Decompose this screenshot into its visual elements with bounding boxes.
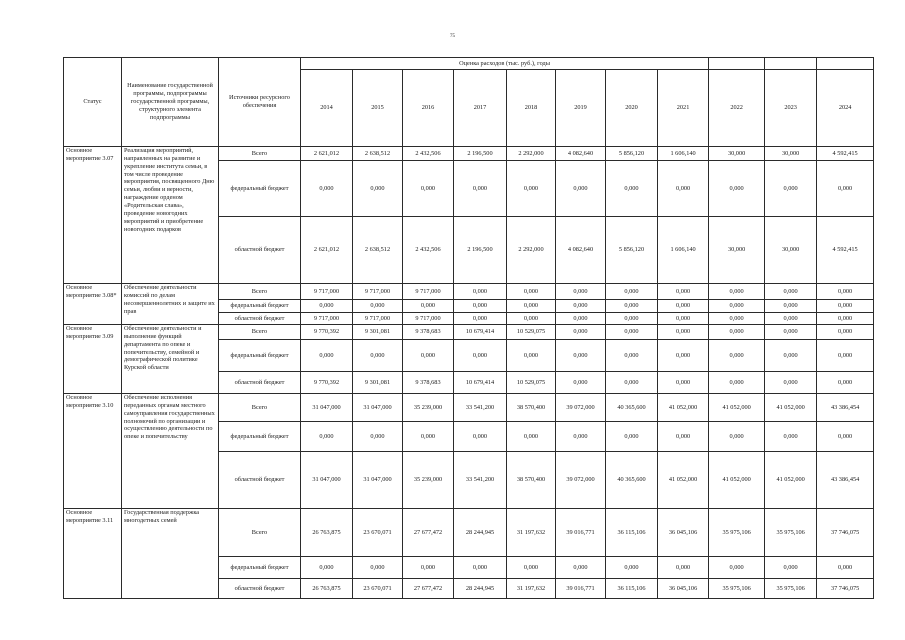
cell-value: 0,000 [817, 372, 874, 394]
header-year-2018: 2018 [507, 70, 556, 147]
header-blank [709, 58, 765, 70]
cell-value: 0,000 [353, 300, 403, 313]
cell-value: 23 670,071 [353, 509, 403, 557]
cell-value: 0,000 [556, 372, 606, 394]
cell-value: 0,000 [403, 340, 454, 372]
row-source: Всего [219, 147, 301, 161]
cell-value: 2 196,500 [454, 217, 507, 284]
cell-value: 4 592,415 [817, 147, 874, 161]
cell-value: 0,000 [556, 284, 606, 300]
cell-value: 0,000 [507, 313, 556, 325]
cell-value: 0,000 [765, 557, 817, 579]
row-name: Обеспечение исполнения переданных органам местного самоуправления государственных полномочий по организации и осуществлению деятельности по опеке и попечительству [122, 394, 219, 509]
row-source: федеральный бюджет [219, 557, 301, 579]
cell-value: 0,000 [301, 300, 353, 313]
cell-value: 0,000 [658, 422, 709, 452]
cell-value: 4 082,640 [556, 147, 606, 161]
cell-value: 40 365,600 [606, 452, 658, 509]
cell-value: 4 592,415 [817, 217, 874, 284]
cell-value: 0,000 [817, 313, 874, 325]
row-source: Всего [219, 509, 301, 557]
cell-value: 0,000 [454, 313, 507, 325]
cell-value: 9 717,000 [301, 313, 353, 325]
cell-value: 35 975,106 [709, 509, 765, 557]
cell-value: 43 386,454 [817, 452, 874, 509]
cell-value: 0,000 [765, 325, 817, 340]
row-source: областной бюджет [219, 579, 301, 599]
cell-value: 30,000 [709, 147, 765, 161]
cell-value: 23 670,071 [353, 579, 403, 599]
header-year-2022: 2022 [709, 70, 765, 147]
cell-value: 38 570,400 [507, 394, 556, 422]
cell-value: 0,000 [765, 284, 817, 300]
cell-value: 0,000 [765, 422, 817, 452]
cell-value: 0,000 [301, 340, 353, 372]
cell-value: 0,000 [709, 557, 765, 579]
table-row [64, 325, 874, 340]
cell-value: 0,000 [817, 422, 874, 452]
cell-value: 2 432,506 [403, 217, 454, 284]
cell-value: 0,000 [507, 161, 556, 217]
cell-value: 0,000 [353, 422, 403, 452]
header-sources: Источники ресурсного обеспечения [219, 58, 301, 147]
row-source: областной бюджет [219, 372, 301, 394]
cell-value: 37 746,075 [817, 509, 874, 557]
cell-value: 9 301,081 [353, 372, 403, 394]
table-body [64, 147, 874, 599]
cell-value: 0,000 [403, 300, 454, 313]
budget-table [63, 57, 874, 599]
cell-value: 0,000 [301, 557, 353, 579]
cell-value: 9 770,392 [301, 325, 353, 340]
cell-value: 0,000 [817, 300, 874, 313]
cell-value: 39 016,771 [556, 579, 606, 599]
cell-value: 0,000 [658, 300, 709, 313]
header-year-2020: 2020 [606, 70, 658, 147]
cell-value: 0,000 [606, 313, 658, 325]
cell-value: 0,000 [709, 161, 765, 217]
row-source: федеральный бюджет [219, 422, 301, 452]
header-expenses: Оценка расходов (тыс. руб.), годы [301, 58, 709, 70]
cell-value: 30,000 [765, 147, 817, 161]
cell-value: 33 541,200 [454, 394, 507, 422]
cell-value: 0,000 [353, 340, 403, 372]
cell-value: 41 052,000 [709, 452, 765, 509]
row-source: федеральный бюджет [219, 340, 301, 372]
table-row [64, 147, 874, 161]
cell-value: 2 292,000 [507, 147, 556, 161]
cell-value: 31 197,632 [507, 579, 556, 599]
cell-value: 0,000 [507, 422, 556, 452]
header-year-2014: 2014 [301, 70, 353, 147]
cell-value: 26 763,875 [301, 579, 353, 599]
cell-value: 0,000 [454, 340, 507, 372]
row-status: Основное мероприятие 3.10 [64, 394, 122, 509]
cell-value: 0,000 [454, 422, 507, 452]
cell-value: 0,000 [606, 372, 658, 394]
cell-value: 30,000 [709, 217, 765, 284]
cell-value: 4 082,640 [556, 217, 606, 284]
row-source: Всего [219, 284, 301, 300]
header-blank [817, 58, 874, 70]
cell-value: 0,000 [556, 313, 606, 325]
cell-value: 0,000 [765, 300, 817, 313]
cell-value: 0,000 [507, 284, 556, 300]
cell-value: 0,000 [454, 300, 507, 313]
header-status: Статус [64, 58, 122, 147]
cell-value: 0,000 [403, 557, 454, 579]
cell-value: 0,000 [507, 340, 556, 372]
row-name: Обеспечение деятельности и выполнение функций департамента по опеке и попечительству, семейной и демографической политике Курской области [122, 325, 219, 394]
cell-value: 37 746,075 [817, 579, 874, 599]
row-status: Основное мероприятие 3.07 [64, 147, 122, 284]
cell-value: 0,000 [556, 325, 606, 340]
cell-value: 0,000 [709, 313, 765, 325]
row-source: федеральный бюджет [219, 161, 301, 217]
cell-value: 0,000 [556, 422, 606, 452]
cell-value: 43 386,454 [817, 394, 874, 422]
cell-value: 0,000 [765, 313, 817, 325]
cell-value: 0,000 [353, 161, 403, 217]
cell-value: 0,000 [606, 422, 658, 452]
cell-value: 0,000 [403, 161, 454, 217]
cell-value: 0,000 [606, 557, 658, 579]
cell-value: 0,000 [606, 161, 658, 217]
cell-value: 35 975,106 [765, 579, 817, 599]
cell-value: 9 717,000 [403, 313, 454, 325]
cell-value: 0,000 [507, 557, 556, 579]
cell-value: 0,000 [765, 161, 817, 217]
cell-value: 30,000 [765, 217, 817, 284]
cell-value: 9 378,683 [403, 325, 454, 340]
header-year-2024: 2024 [817, 70, 874, 147]
cell-value: 41 052,000 [709, 394, 765, 422]
cell-value: 0,000 [556, 300, 606, 313]
cell-value: 0,000 [658, 325, 709, 340]
cell-value: 0,000 [606, 325, 658, 340]
cell-value: 2 638,512 [353, 147, 403, 161]
cell-value: 0,000 [507, 300, 556, 313]
cell-value: 0,000 [658, 161, 709, 217]
cell-value: 9 378,683 [403, 372, 454, 394]
cell-value: 9 301,081 [353, 325, 403, 340]
cell-value: 0,000 [709, 422, 765, 452]
cell-value: 2 621,012 [301, 217, 353, 284]
cell-value: 10 679,414 [454, 325, 507, 340]
cell-value: 0,000 [817, 340, 874, 372]
row-source: областной бюджет [219, 452, 301, 509]
row-name: Реализация мероприятий, направленных на развитие и укрепление института семьи, в том числе проведение мероприятия, посвященного Дню семьи, любви и верности, награждение орденом «Родительская слава», проведение новогодних мероприятий и приобретение новогодних подарков [122, 147, 219, 284]
cell-value: 0,000 [709, 372, 765, 394]
cell-value: 10 679,414 [454, 372, 507, 394]
row-status: Основное мероприятие 3.09 [64, 325, 122, 394]
cell-value: 41 052,000 [765, 394, 817, 422]
cell-value: 0,000 [658, 284, 709, 300]
table-row [64, 284, 874, 300]
cell-value: 39 016,771 [556, 509, 606, 557]
row-source: Всего [219, 394, 301, 422]
header-year-2023: 2023 [765, 70, 817, 147]
cell-value: 5 856,120 [606, 147, 658, 161]
cell-value: 26 763,875 [301, 509, 353, 557]
cell-value: 0,000 [556, 340, 606, 372]
table-row [64, 509, 874, 557]
page-number: 75 [450, 34, 455, 39]
cell-value: 2 638,512 [353, 217, 403, 284]
cell-value: 2 621,012 [301, 147, 353, 161]
row-name: Государственная поддержка многодетных семей [122, 509, 219, 599]
cell-value: 0,000 [709, 300, 765, 313]
cell-value: 0,000 [658, 372, 709, 394]
cell-value: 31 047,000 [301, 394, 353, 422]
row-source: областной бюджет [219, 217, 301, 284]
cell-value: 10 529,075 [507, 325, 556, 340]
cell-value: 0,000 [454, 161, 507, 217]
header-name: Наименование государственной программы, подпрограммы государственной программы, структурного элемента подпрограммы [122, 58, 219, 147]
cell-value: 0,000 [817, 325, 874, 340]
table-row [64, 394, 874, 422]
cell-value: 9 770,392 [301, 372, 353, 394]
cell-value: 0,000 [765, 372, 817, 394]
header-year-2016: 2016 [403, 70, 454, 147]
cell-value: 31 047,000 [301, 452, 353, 509]
cell-value: 0,000 [658, 313, 709, 325]
cell-value: 0,000 [606, 284, 658, 300]
header-year-2019: 2019 [556, 70, 606, 147]
header-blank [765, 58, 817, 70]
cell-value: 0,000 [301, 422, 353, 452]
table-header [64, 58, 874, 147]
cell-value: 0,000 [709, 284, 765, 300]
cell-value: 0,000 [817, 161, 874, 217]
cell-value: 9 717,000 [353, 284, 403, 300]
cell-value: 33 541,200 [454, 452, 507, 509]
cell-value: 41 052,000 [658, 394, 709, 422]
cell-value: 0,000 [709, 340, 765, 372]
cell-value: 40 365,600 [606, 394, 658, 422]
cell-value: 10 529,075 [507, 372, 556, 394]
cell-value: 38 570,400 [507, 452, 556, 509]
cell-value: 0,000 [765, 340, 817, 372]
cell-value: 36 045,106 [658, 509, 709, 557]
cell-value: 41 052,000 [658, 452, 709, 509]
cell-value: 0,000 [403, 422, 454, 452]
cell-value: 0,000 [556, 161, 606, 217]
cell-value: 0,000 [658, 557, 709, 579]
cell-value: 27 677,472 [403, 579, 454, 599]
cell-value: 31 047,000 [353, 452, 403, 509]
cell-value: 0,000 [817, 557, 874, 579]
cell-value: 0,000 [817, 284, 874, 300]
cell-value: 0,000 [353, 557, 403, 579]
cell-value: 0,000 [454, 557, 507, 579]
cell-value: 41 052,000 [765, 452, 817, 509]
cell-value: 0,000 [454, 284, 507, 300]
cell-value: 36 115,106 [606, 509, 658, 557]
cell-value: 0,000 [556, 557, 606, 579]
cell-value: 39 072,000 [556, 452, 606, 509]
cell-value: 0,000 [709, 325, 765, 340]
cell-value: 31 197,632 [507, 509, 556, 557]
cell-value: 36 115,106 [606, 579, 658, 599]
cell-value: 1 606,140 [658, 147, 709, 161]
cell-value: 27 677,472 [403, 509, 454, 557]
cell-value: 9 717,000 [353, 313, 403, 325]
header-year-2015: 2015 [353, 70, 403, 147]
cell-value: 36 045,106 [658, 579, 709, 599]
cell-value: 35 239,000 [403, 452, 454, 509]
cell-value: 2 292,000 [507, 217, 556, 284]
cell-value: 0,000 [606, 340, 658, 372]
cell-value: 28 244,945 [454, 579, 507, 599]
cell-value: 0,000 [658, 340, 709, 372]
row-status: Основное мероприятие 3.11 [64, 509, 122, 599]
cell-value: 2 196,500 [454, 147, 507, 161]
header-year-2017: 2017 [454, 70, 507, 147]
cell-value: 39 072,000 [556, 394, 606, 422]
cell-value: 0,000 [301, 161, 353, 217]
header-year-2021: 2021 [658, 70, 709, 147]
cell-value: 35 975,106 [709, 579, 765, 599]
cell-value: 5 856,120 [606, 217, 658, 284]
cell-value: 9 717,000 [403, 284, 454, 300]
cell-value: 9 717,000 [301, 284, 353, 300]
cell-value: 28 244,945 [454, 509, 507, 557]
cell-value: 1 606,140 [658, 217, 709, 284]
cell-value: 0,000 [606, 300, 658, 313]
cell-value: 2 432,506 [403, 147, 454, 161]
row-status: Основное мероприятие 3.08* [64, 284, 122, 325]
row-source: федеральный бюджет [219, 300, 301, 313]
row-name: Обеспечение деятельности комиссий по делам несовершеннолетних и защите их прав [122, 284, 219, 325]
cell-value: 31 047,000 [353, 394, 403, 422]
row-source: Всего [219, 325, 301, 340]
row-source: областной бюджет [219, 313, 301, 325]
cell-value: 35 239,000 [403, 394, 454, 422]
cell-value: 35 975,106 [765, 509, 817, 557]
